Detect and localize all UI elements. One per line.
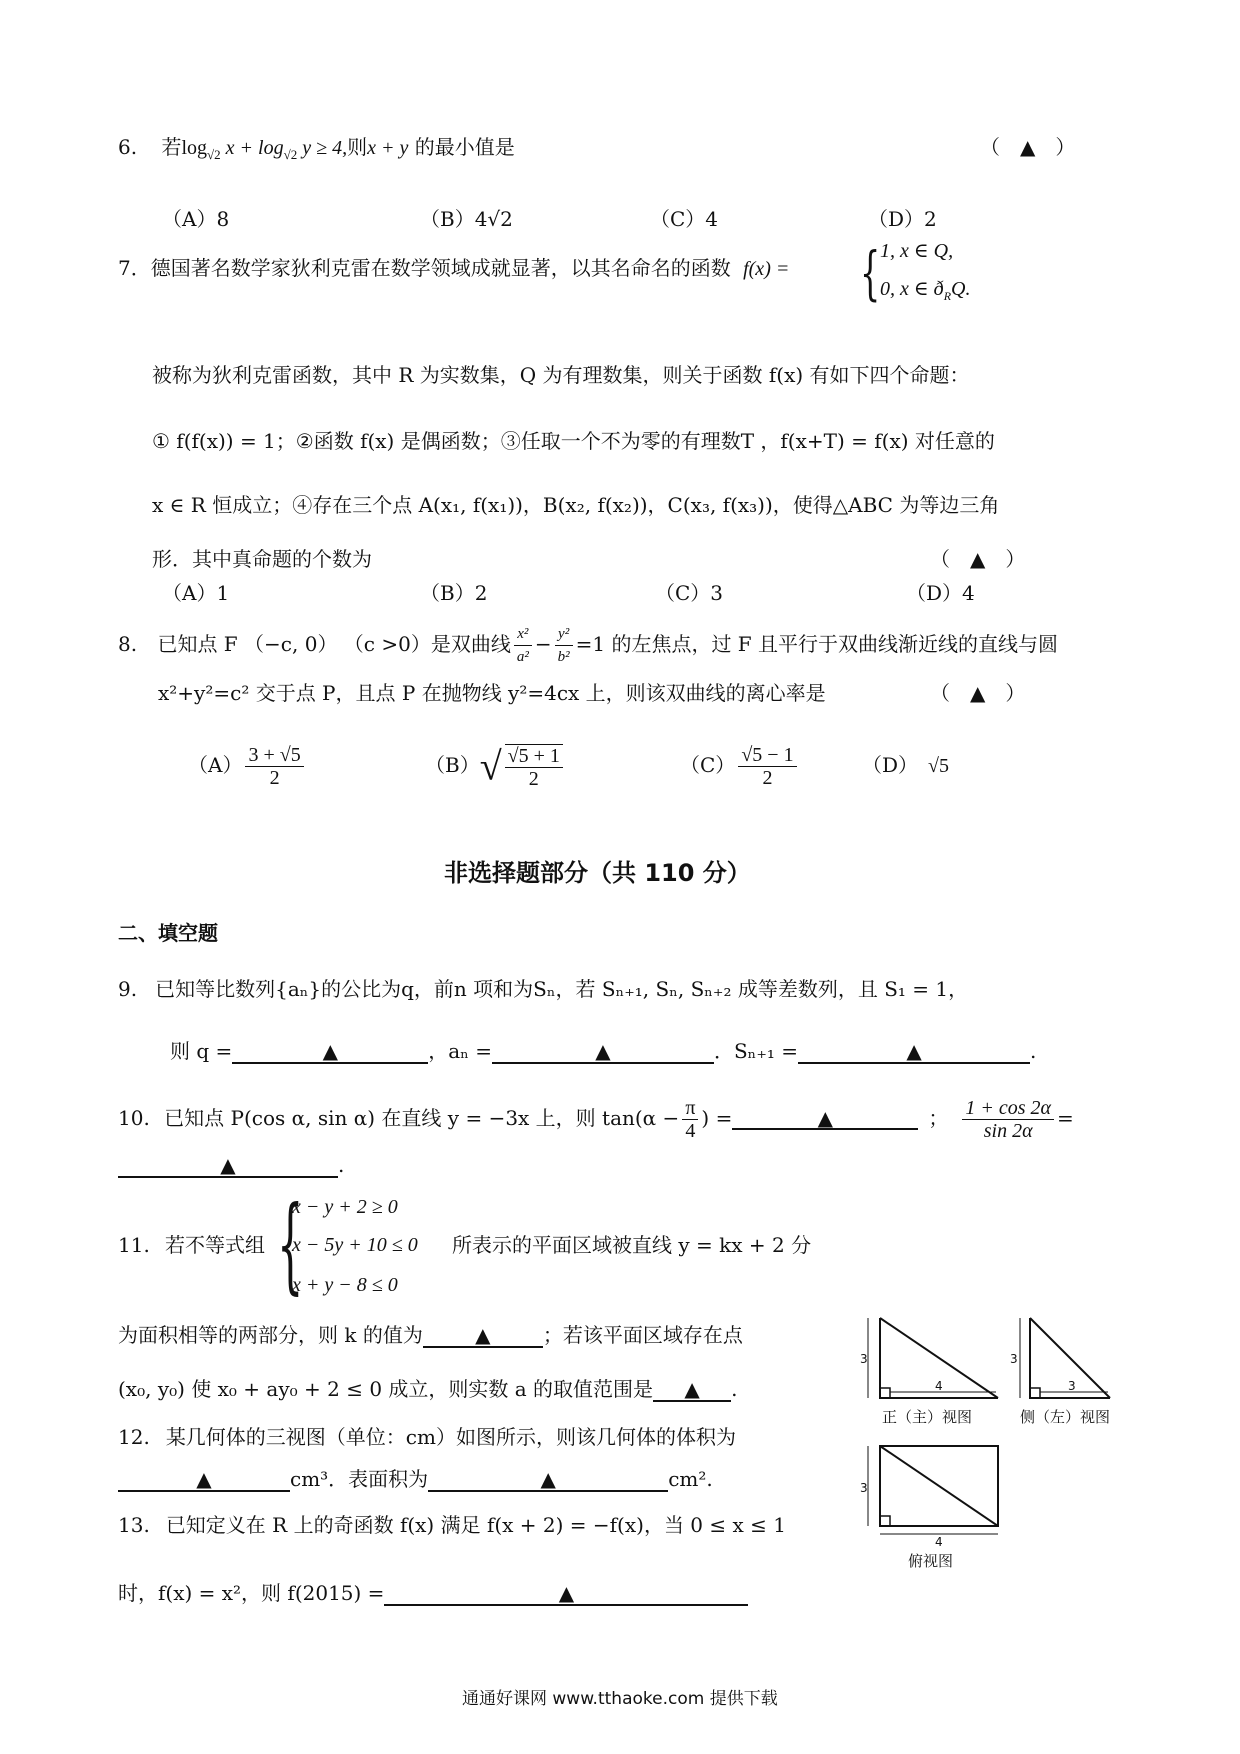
q12-stem-line1: 12. 某几何体的三视图（单位：cm）如图所示，则该几何体的体积为 bbox=[118, 1425, 736, 1449]
front-view-label: 正（主）视图 bbox=[882, 1408, 973, 1426]
q7-case2: 0, x ∈ $ð_RQ$. bbox=[880, 278, 971, 303]
q9-blank-q[interactable]: ▲ bbox=[232, 1040, 428, 1064]
q8-option-d: （D） √5 bbox=[862, 753, 950, 777]
q8-stem-line2: x²+y²=c² 交于点 P，且点 P 在抛物线 y²=4cx 上，则该双曲线的离心率是 bbox=[158, 681, 826, 705]
q9-blank-an[interactable]: ▲ bbox=[492, 1040, 714, 1064]
front-height-dim: 3 bbox=[860, 1352, 868, 1366]
side-view-label: 侧（左）视图 bbox=[1020, 1408, 1111, 1426]
q12-blank-area[interactable]: ▲ bbox=[428, 1468, 668, 1492]
q6-option-b: （B）4√2 bbox=[420, 207, 513, 231]
q9-blank-sn1[interactable]: ▲ bbox=[798, 1040, 1030, 1064]
q7-stem-line3: ① f(f(x)) = 1；②函数 f(x) 是偶函数；③任取一个不为零的有理数T ，f(x+T) = f(x) 对任意的 bbox=[152, 429, 995, 453]
q10-blank-ratio[interactable]: ▲ bbox=[118, 1154, 338, 1178]
q7-stem-line5: 形．其中真命题的个数为 bbox=[152, 547, 372, 571]
q11-number: 11. bbox=[118, 1233, 150, 1257]
q12-blank-volume[interactable]: ▲ bbox=[118, 1468, 290, 1492]
q11-system-brace: { bbox=[277, 1183, 304, 1305]
q7-option-b: （B）2 bbox=[420, 581, 488, 605]
side-view bbox=[1010, 1318, 1110, 1426]
q13-number: 13. bbox=[118, 1513, 150, 1537]
q11-ineq-3: x + y − 8 ≤ 0 bbox=[292, 1274, 398, 1296]
q13-stem-line1: 13. 已知定义在 R 上的奇函数 f(x) 满足 f(x + 2) = −f(x)，当 0 ≤ x ≤ 1 bbox=[118, 1513, 786, 1537]
q6-option-d: （D）2 bbox=[868, 207, 937, 231]
q11-stem-line3: (x₀, y₀) 使 x₀ + ay₀ + 2 ≤ 0 成立，则实数 a 的取值范围是 ▲ . bbox=[118, 1377, 738, 1401]
front-width-dim: 4 bbox=[935, 1379, 943, 1393]
q11-blank-k[interactable]: ▲ bbox=[423, 1324, 543, 1348]
q11-ineq-2: x − 5y + 10 ≤ 0 bbox=[292, 1234, 418, 1256]
front-view bbox=[860, 1318, 998, 1426]
footer-source: 通通好课网 www.tthaoke.com 提供下载 bbox=[462, 1689, 778, 1709]
q10-stem-line1: 10. 已知点 P(cos α, sin α) 在直线 y = −3x 上，则 tan(α − $\frac{\pi}{4}$ ) = ▲ ； $\frac{1 + \cos 2\alpha}{\sin 2\alpha}$ = bbox=[118, 1097, 1074, 1142]
q7-option-d: （D）4 bbox=[906, 581, 975, 605]
top-view bbox=[860, 1446, 998, 1570]
q6-option-a: （A）8 bbox=[162, 207, 230, 231]
part2-title: 非选择题部分（共 110 分） bbox=[444, 859, 751, 887]
q11-intro: 若不等式组 bbox=[165, 1233, 265, 1257]
side-height-dim: 3 bbox=[1010, 1352, 1018, 1366]
top-width-dim: 4 bbox=[935, 1535, 943, 1549]
q7-stem-line2: 被称为狄利克雷函数，其中 R 为实数集，Q 为有理数集，则关于函数 f(x) 有如下四个命题： bbox=[152, 363, 970, 387]
q8-number: 8. bbox=[118, 632, 138, 656]
q13-stem-line2: 时，f(x) = x²，则 f(2015) = ▲ bbox=[118, 1580, 748, 1606]
q7-stem-line4: x ∈ R 恒成立；④存在三个点 A(x₁, f(x₁))，B(x₂, f(x₂))，C(x₃, f(x₃))，使得△ABC 为等边三角 bbox=[152, 493, 1000, 517]
q12-number: 12. bbox=[118, 1425, 150, 1449]
q6-number: 6. bbox=[118, 135, 138, 159]
q7-case1: 1, x ∈ Q, bbox=[880, 240, 954, 262]
q6-stem: 6. 若$\log_{√2} x + \log_{√2} y \ge 4$,则x + y 的最小值是 bbox=[118, 135, 515, 162]
side-width-dim: 3 bbox=[1068, 1379, 1076, 1393]
top-height-dim: 3 bbox=[860, 1481, 868, 1495]
q12-stem-line2: ▲ cm³．表面积为 ▲ cm². bbox=[118, 1466, 713, 1492]
three-view-figure bbox=[860, 1310, 1160, 1600]
q7-piecewise-brace: { bbox=[860, 239, 881, 307]
q9-stem-line2: 则 q = ▲ ，aₙ = ▲ ．Sₙ₊₁ = ▲ . bbox=[170, 1039, 1037, 1063]
q8-answer-mark: （ ▲ ） bbox=[930, 681, 1026, 705]
q8-option-a: （A） $\frac{3 + √5}{2}$ bbox=[188, 738, 307, 792]
q7-option-a: （A）1 bbox=[162, 581, 230, 605]
q10-blank-tan[interactable]: ▲ bbox=[732, 1108, 918, 1130]
q8-option-c: （C） $\frac{√5 - 1}{2}$ bbox=[680, 738, 800, 792]
q8-fraction-y: $\frac{\text{y²}}{\text{b²}}$ bbox=[555, 623, 573, 668]
q9-number: 9. bbox=[118, 977, 138, 1001]
q7-number: 7． bbox=[118, 256, 151, 280]
q8-option-b: （B）√ $\frac{√5 + 1}{2}$ bbox=[425, 738, 566, 794]
q10-number: 10. bbox=[118, 1106, 150, 1130]
q11-ineq-1: x − y + 2 ≥ 0 bbox=[292, 1196, 398, 1218]
q11-stem-line2: 为面积相等的两部分，则 k 的值为 ▲ ；若该平面区域存在点 bbox=[118, 1323, 743, 1347]
q8-fraction-x: $\frac{\text{x²}}{\text{a²}}$ bbox=[514, 623, 532, 668]
top-view-label: 俯视图 bbox=[908, 1552, 954, 1570]
section2-heading: 二、填空题 bbox=[118, 921, 218, 945]
q6-option-c: （C）4 bbox=[650, 207, 719, 231]
q10-stem-line2: ▲ . bbox=[118, 1152, 344, 1178]
q8-stem-line1: 8. 已知点 F （−c, 0） （c >0）是双曲线 $\frac{\text{x²}}{\text{a²}}$ − $\frac{\text{y²}}{\text{b²}}$ =1 的左焦点，过 F 且平行于双曲线渐近线的直线与圆 bbox=[118, 614, 1058, 674]
q13-blank[interactable]: ▲ bbox=[384, 1582, 748, 1606]
q6-answer-mark: （ ▲ ） bbox=[980, 135, 1076, 159]
q7-stem-line1: 7．德国著名数学家狄利克雷在数学领域成就显著，以其名命名的函数 f(x) = bbox=[118, 256, 790, 280]
q11-stem-tail: 所表示的平面区域被直线 y = kx + 2 分 bbox=[452, 1233, 812, 1257]
q9-stem-line1: 9. 已知等比数列{aₙ}的公比为q，前n 项和为Sₙ，若 Sₙ₊₁, Sₙ, Sₙ₊₂ 成等差数列，且 S₁ = 1， bbox=[118, 977, 969, 1001]
q7-option-c: （C）3 bbox=[655, 581, 724, 605]
q11-blank-a[interactable]: ▲ bbox=[653, 1378, 731, 1402]
q7-answer-mark: （ ▲ ） bbox=[930, 547, 1026, 571]
